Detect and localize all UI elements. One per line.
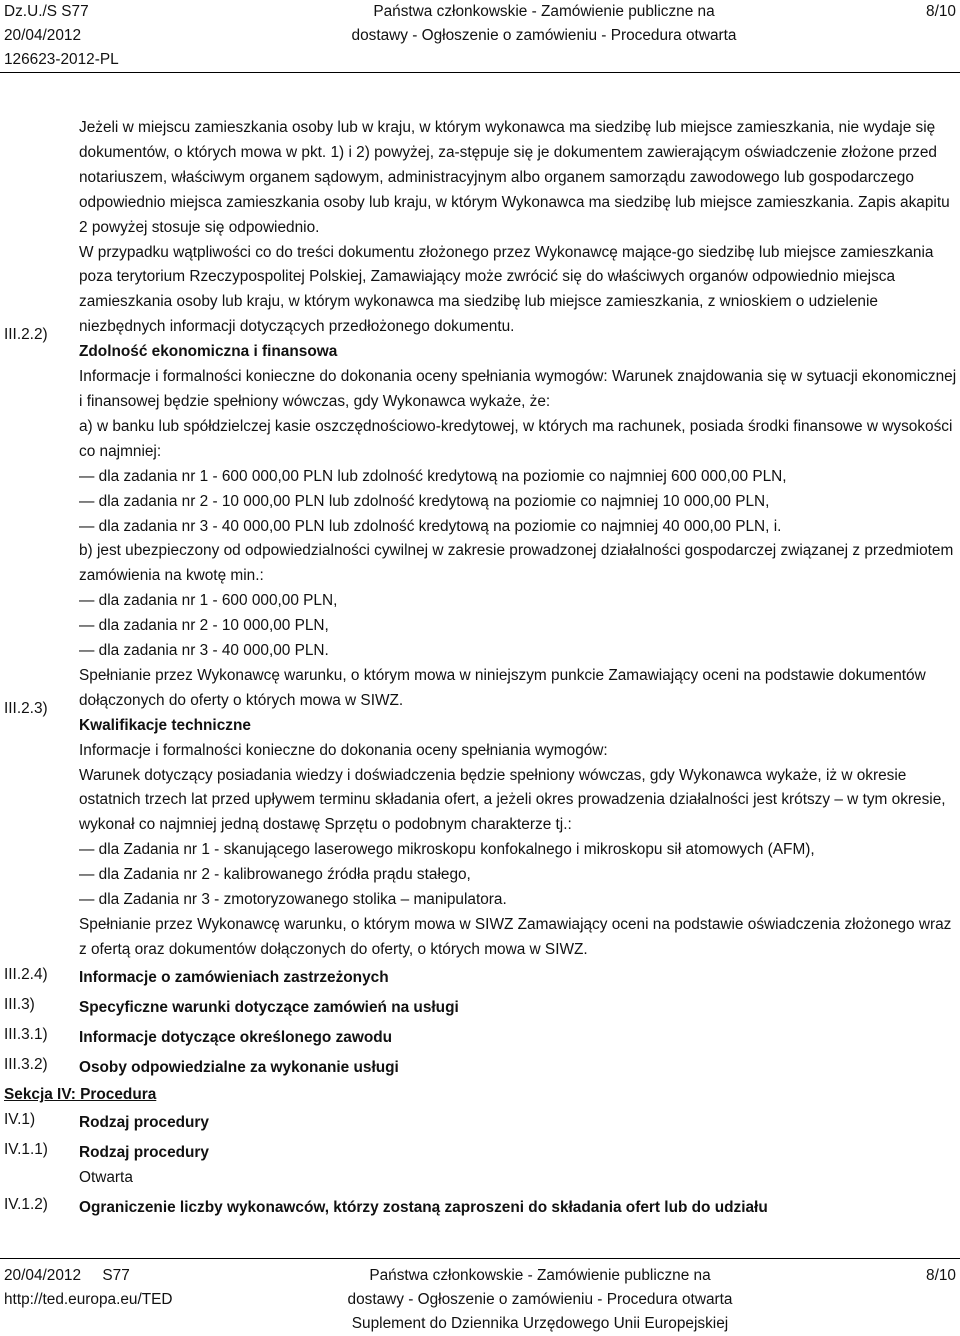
intro-block [0,116,960,340]
section-title: Rodzaj procedury [79,1113,209,1131]
intro-paragraph-1: Jeżeli w miejscu zamieszkania osoby lub w kraju, w którym wykonawca ma siedzibę lub miejsce zamieszkania, nie wydaje się dokumentów, o których mowa w pkt. 1) i 2) powyżej, za-stępuje się je dokumentem zawierającym oświadczenie złożone przed notariuszem, właściwym organem sądowym, administracyjnym albo organem samorządu zawodowego lub gospodarczego odpowiednio miejsca zamieszkania osoby lub kraju, w którym Wykonawca ma siedzibę lub miejsce zamieszkania. Zapis akapitu 2 powyżej stosuje się odpowiednio. [79,119,950,236]
paragraph: b) jest ubezpieczony od odpowiedzialności cywilnej w zakresie prowadzonej działalności gospodarczej związanej z przedmiotem zamówienia na kwotę min.: [79,542,954,585]
header-divider [0,72,960,73]
section-iv-1 [0,1108,960,1138]
section-title: Ograniczenie liczby wykonawców, którzy zostaną zaproszeni do składania ofert lub do udziału [79,1198,768,1216]
page-header [0,0,960,70]
section-iii-3-2 [0,1053,960,1083]
notice-number: 126623-2012-PL [4,51,119,68]
document-body [0,116,960,1223]
section-title: Rodzaj procedury [79,1143,209,1161]
section-iii-2-2 [0,326,960,714]
header-date: 20/04/2012 [4,27,82,44]
section-number: IV.1.1) [4,1140,48,1158]
footer-page-number: 8/10 [926,1267,956,1284]
section-iii-3 [0,993,960,1023]
section-title: Osoby odpowiedzialne za wykonanie usługi [79,1058,399,1076]
footer-left [4,1264,173,1312]
list-item: — dla Zadania nr 3 - zmotoryzowanego stolika – manipulatora. [79,891,507,909]
paragraph: Warunek dotyczący posiadania wiedzy i doświadczenia będzie spełniony wówczas, gdy Wykonawca wykaże, iż w okresie ostatnich trzech lat przed upływem terminu składania ofert, a jeżeli okres prowadzenia działalności jest krótszy – w tym okresie, wykonał co najmniej jedną dostawę Sprzętu o podobnym charakterze tj.: [79,766,946,834]
section-title: Informacje dotyczące określonego zawodu [79,1028,393,1046]
header-title-line1: Państwa członkowskie - Zamówienie publiczne na [373,3,715,20]
footer-title-line1: Państwa członkowskie - Zamówienie publiczne na [369,1267,711,1284]
journal-ref: Dz.U./S S77 [4,3,89,20]
page-footer [0,1264,960,1334]
section-number: III.2.3) [4,699,48,717]
list-item: — dla zadania nr 2 - 10 000,00 PLN, [79,617,329,635]
section-iii-2-4 [0,963,960,993]
paragraph: Spełnianie przez Wykonawcę warunku, o którym mowa w niniejszym punkcie Zamawiający oceni na podstawie dokumentów dołączonych do oferty o których mowa w SIWZ. [79,666,926,709]
footer-title-line2: dostawy - Ogłoszenie o zamówieniu - Procedura otwarta [347,1291,733,1308]
list-item: — dla Zadania nr 1 - skanującego laserowego mikroskopu konfokalnego i mikroskopu sił atomowych (AFM), [79,841,815,859]
header-title-line2: dostawy - Ogłoszenie o zamówieniu - Procedura otwarta [351,27,737,44]
list-item: — dla zadania nr 2 - 10 000,00 PLN lub zdolność kredytową na poziomie co najmniej 10 000,00 PLN, [79,492,770,510]
footer-date: 20/04/2012 [4,1267,82,1284]
footer-center [300,1264,780,1336]
paragraph: Informacje i formalności konieczne do dokonania oceny spełniania wymogów: Warunek znajdowania się w sytuacji ekonomicznej i finansowej będzie spełniony wówczas, gdy Wykonawca wykaże, że: [79,368,957,410]
section-title: Zdolność ekonomiczna i finansowa [79,343,338,361]
section-number: IV.1) [4,1110,36,1128]
list-item: — dla zadania nr 3 - 40 000,00 PLN. [79,642,329,660]
section-iv-title: Sekcja IV: Procedura [4,1085,157,1103]
section-iii-2-3 [0,699,960,963]
list-item: — dla zadania nr 1 - 600 000,00 PLN, [79,592,338,610]
list-item: — dla zadania nr 3 - 40 000,00 PLN lub zdolność kredytową na poziomie co najmniej 40 000,00 PLN, i. [79,517,782,535]
footer-code: S77 [102,1267,130,1284]
paragraph: Informacje i formalności konieczne do dokonania oceny spełniania wymogów: [79,741,608,759]
section-number: III.3) [4,995,35,1013]
section-number: III.2.2) [4,326,48,344]
header-center [329,0,759,48]
section-title: Specyficzne warunki dotyczące zamówień na usługi [79,998,459,1016]
section-number: IV.1.2) [4,1195,48,1213]
section-title: Kwalifikacje techniczne [79,716,251,734]
section-iv-1-1 [0,1138,960,1193]
paragraph: a) w banku lub spółdzielczej kasie oszczędnościowo-kredytowej, w których ma rachunek, posiada środki finansowe w wysokości co najmniej: [79,417,953,460]
section-iii-3-1 [0,1023,960,1053]
section-number: III.3.1) [4,1025,48,1043]
section-iv-1-2 [0,1193,960,1223]
header-left [4,0,119,72]
section-number: III.2.4) [4,965,48,983]
procedure-type-value: Otwarta [79,1168,133,1186]
intro-paragraph-2: W przypadku wątpliwości co do treści dokumentu złożonego przez Wykonawcę mające-go siedzibę lub miejsce zamieszkania poza terytorium Rzeczypospolitej Polskiej, Zamawiający może zwrócić się do właściwych organów odpowiednio miejsca zamieszkania osoby lub kraju, w którym wykonawca ma siedzibę lub miejsce zamieszkania, z wnioskiem o udzielenie niezbędnych informacji dotyczących przedłożonego dokumentu. [79,243,934,336]
paragraph: Spełnianie przez Wykonawcę warunku, o którym mowa w SIWZ Zamawiający oceni na podstawie oświadczenia złożonego wraz z ofertą oraz dokumentów dołączonych do oferty, o których mowa w SIWZ. [79,916,952,958]
header-page-number: 8/10 [926,3,956,20]
footer-url[interactable]: http://ted.europa.eu/TED [4,1291,173,1308]
list-item: — dla zadania nr 1 - 600 000,00 PLN lub zdolność kredytową na poziomie co najmniej 600 000,00 PLN, [79,467,787,485]
footer-supplement: Suplement do Dziennika Urzędowego Unii Europejskiej [351,1315,729,1332]
section-iv-heading [0,1083,960,1108]
footer-divider [0,1258,960,1259]
list-item: — dla Zadania nr 2 - kalibrowanego źródła prądu stałego, [79,866,471,884]
section-title: Informacje o zamówieniach zastrzeżonych [79,968,389,986]
section-number: III.3.2) [4,1055,48,1073]
